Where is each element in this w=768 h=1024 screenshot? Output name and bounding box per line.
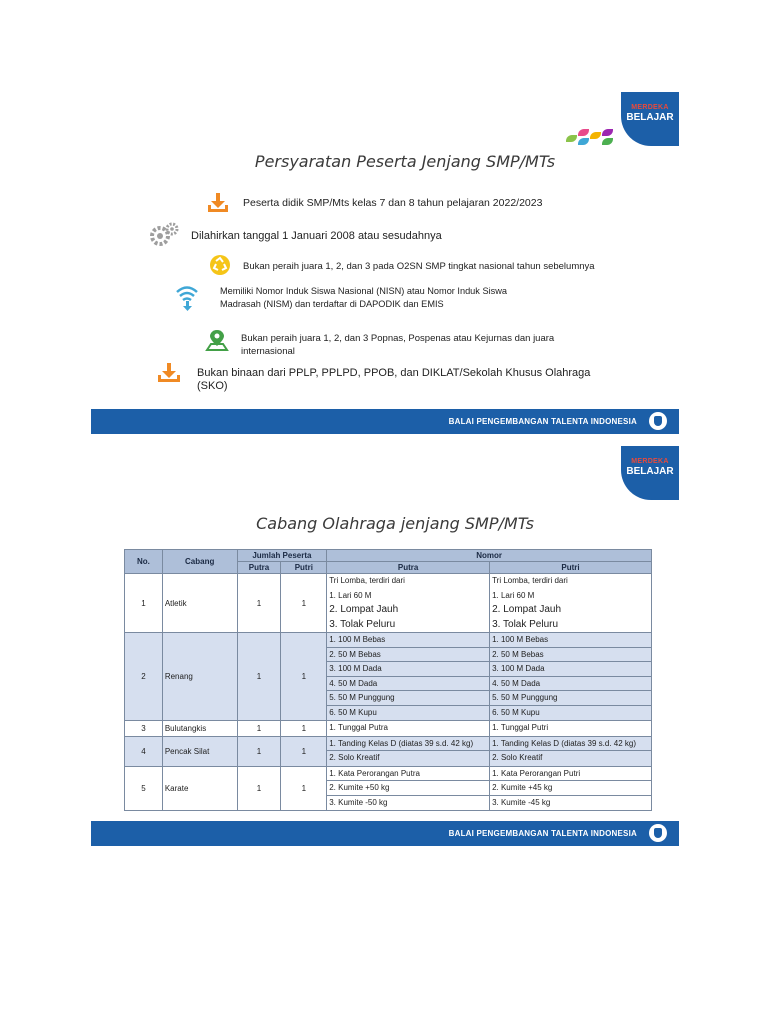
requirement-item — [175, 284, 575, 316]
merdeka-belajar-logo — [621, 446, 679, 500]
header-putri: Putri — [281, 562, 327, 574]
footer-bar — [91, 409, 679, 434]
header-jumlah-peserta: Jumlah Peserta — [237, 550, 327, 562]
requirement-text-line1: Memiliki Nomor Induk Siswa Nasional (NISN) atau Nomor Induk Siswa — [220, 286, 507, 296]
cell-putri: 1 — [281, 736, 327, 766]
cell-cabang: Atletik — [162, 574, 237, 633]
list-item: 2. Kumite +45 kg — [490, 781, 651, 796]
header-no: No. — [125, 550, 163, 574]
cell-nomor-putra — [327, 736, 490, 766]
tut-wuri-handayani-logo — [649, 824, 667, 842]
cell-putra: 1 — [237, 766, 281, 811]
requirement-text-line2: internasional — [241, 346, 295, 357]
list-item: 2. Lompat Jauh — [492, 604, 562, 615]
list-item: 2. 50 M Bebas — [490, 648, 651, 663]
cell-nomor-putri — [490, 574, 652, 633]
list-item: 1. 100 M Bebas — [490, 633, 651, 648]
cell-putra: 1 — [237, 574, 281, 633]
list-item: 1. Tanding Kelas D (diatas 39 s.d. 42 kg) — [490, 737, 651, 752]
sports-table — [124, 549, 652, 811]
list-item: Tri Lomba, terdiri dari — [492, 576, 568, 585]
list-item: 1. Tunggal Putra — [329, 723, 388, 732]
list-item: 2. Lompat Jauh — [329, 604, 399, 615]
merdeka-belajar-logo — [621, 92, 679, 146]
footer-text: BALAI PENGEMBANGAN TALENTA INDONESIA — [448, 417, 637, 426]
slide-sports-branches — [91, 446, 679, 846]
requirement-item — [157, 362, 617, 392]
list-item: 2. Kumite +50 kg — [327, 781, 489, 796]
cell-cabang: Renang — [162, 633, 237, 721]
map-pin-icon — [205, 328, 229, 356]
list-item: 4. 50 M Dada — [490, 677, 651, 692]
cell-no: 5 — [125, 766, 163, 811]
cell-no: 1 — [125, 574, 163, 633]
list-item: 1. Tanding Kelas D (diatas 39 s.d. 42 kg) — [327, 737, 489, 752]
footer-bar — [91, 821, 679, 846]
list-item: 2. Solo Kreatif — [329, 753, 380, 762]
cell-no: 2 — [125, 633, 163, 721]
list-item: 1. 100 M Bebas — [327, 633, 489, 648]
cell-putra: 1 — [237, 633, 281, 721]
list-item: 2. 50 M Bebas — [327, 648, 489, 663]
list-item: 6. 50 M Kupu — [492, 707, 540, 717]
download-icon — [157, 362, 181, 388]
cell-cabang: Bulutangkis — [162, 721, 237, 737]
header-nomor: Nomor — [327, 550, 652, 562]
page-title: Persyaratan Peserta Jenjang SMP/MTs — [254, 152, 556, 171]
list-item: 6. 50 M Kupu — [329, 707, 377, 717]
requirement-item — [149, 222, 529, 248]
recycle-icon — [209, 254, 231, 280]
logo-text-top: MERDEKA — [631, 104, 669, 111]
requirement-item — [207, 192, 587, 212]
cell-nomor-putri — [490, 766, 652, 811]
table-row — [125, 766, 652, 811]
cell-nomor-putra — [327, 633, 490, 721]
list-item: 3. 100 M Dada — [490, 662, 651, 677]
cell-nomor-putri — [490, 736, 652, 766]
cell-nomor-putra — [327, 766, 490, 811]
list-item: 3. Tolak Peluru — [329, 618, 396, 630]
slide-requirements — [91, 92, 679, 434]
list-item: 1. Tunggal Putri — [492, 723, 549, 732]
cell-cabang: Karate — [162, 766, 237, 811]
logo-text-bottom: BELAJAR — [626, 112, 674, 123]
list-item: 3. 100 M Dada — [327, 662, 489, 677]
wifi-download-icon — [175, 284, 199, 316]
header-nomor-putri: Putri — [490, 562, 652, 574]
requirement-text: Bukan peraih juara 1, 2, dan 3 pada O2SN SMP tingkat nasional tahun sebelumnya — [243, 261, 595, 272]
cell-putra: 1 — [237, 736, 281, 766]
cell-putri: 1 — [281, 721, 327, 737]
cell-no: 4 — [125, 736, 163, 766]
cell-no: 3 — [125, 721, 163, 737]
list-item: 1. Kata Perorangan Putri — [490, 767, 651, 782]
cell-putri: 1 — [281, 574, 327, 633]
list-item: 1. Lari 60 M — [492, 590, 535, 600]
list-item: 4. 50 M Dada — [327, 677, 489, 692]
download-icon — [207, 192, 229, 218]
list-item: 3. Kumite -50 kg — [329, 797, 388, 807]
requirement-text-line1: Bukan peraih juara 1, 2, dan 3 Popnas, Pospenas atau Kejurnas dan juara — [241, 333, 555, 344]
table-row — [125, 574, 652, 633]
requirement-text: Bukan binaan dari PPLP, PPLPD, PPOB, dan DIKLAT/Sekolah Khusus Olahraga (SKO) — [197, 367, 591, 392]
page-title: Cabang Olahraga jenjang SMP/MTs — [256, 514, 534, 533]
list-item: 2. Solo Kreatif — [492, 753, 543, 762]
colorful-petals-logo — [566, 127, 616, 147]
requirement-item — [205, 328, 625, 360]
list-item: Tri Lomba, terdiri dari — [329, 576, 405, 585]
table-row — [125, 736, 652, 766]
cell-nomor-putri — [490, 721, 652, 737]
list-item: 1. Kata Perorangan Putra — [327, 767, 489, 782]
list-item: 3. Kumite -45 kg — [492, 797, 551, 807]
cell-cabang: Pencak Silat — [162, 736, 237, 766]
list-item: 5. 50 M Punggung — [490, 691, 651, 706]
cell-nomor-putra — [327, 574, 490, 633]
requirement-text-line2: Madrasah (NISM) dan terdaftar di DAPODIK dan EMIS — [220, 299, 444, 309]
cell-putra: 1 — [237, 721, 281, 737]
cell-nomor-putra — [327, 721, 490, 737]
cell-nomor-putri — [490, 633, 652, 721]
list-item: 5. 50 M Punggung — [327, 691, 489, 706]
list-item: 1. Lari 60 M — [329, 590, 372, 600]
logo-text-top: MERDEKA — [631, 458, 669, 465]
requirement-text: Peserta didik SMP/Mts kelas 7 dan 8 tahun pelajaran 2022/2023 — [243, 197, 543, 209]
list-item: 3. Tolak Peluru — [492, 618, 559, 630]
footer-text: BALAI PENGEMBANGAN TALENTA INDONESIA — [448, 829, 637, 838]
logo-text-bottom: BELAJAR — [626, 466, 674, 477]
cell-putri: 1 — [281, 766, 327, 811]
table-row — [125, 721, 652, 737]
header-putra: Putra — [237, 562, 281, 574]
table-row — [125, 633, 652, 721]
gears-icon — [149, 222, 179, 252]
header-nomor-putra: Putra — [327, 562, 490, 574]
requirement-text: Dilahirkan tanggal 1 Januari 2008 atau sesudahnya — [191, 230, 442, 242]
tut-wuri-handayani-logo — [649, 412, 667, 430]
header-cabang: Cabang — [162, 550, 237, 574]
requirement-item — [209, 254, 649, 276]
cell-putri: 1 — [281, 633, 327, 721]
